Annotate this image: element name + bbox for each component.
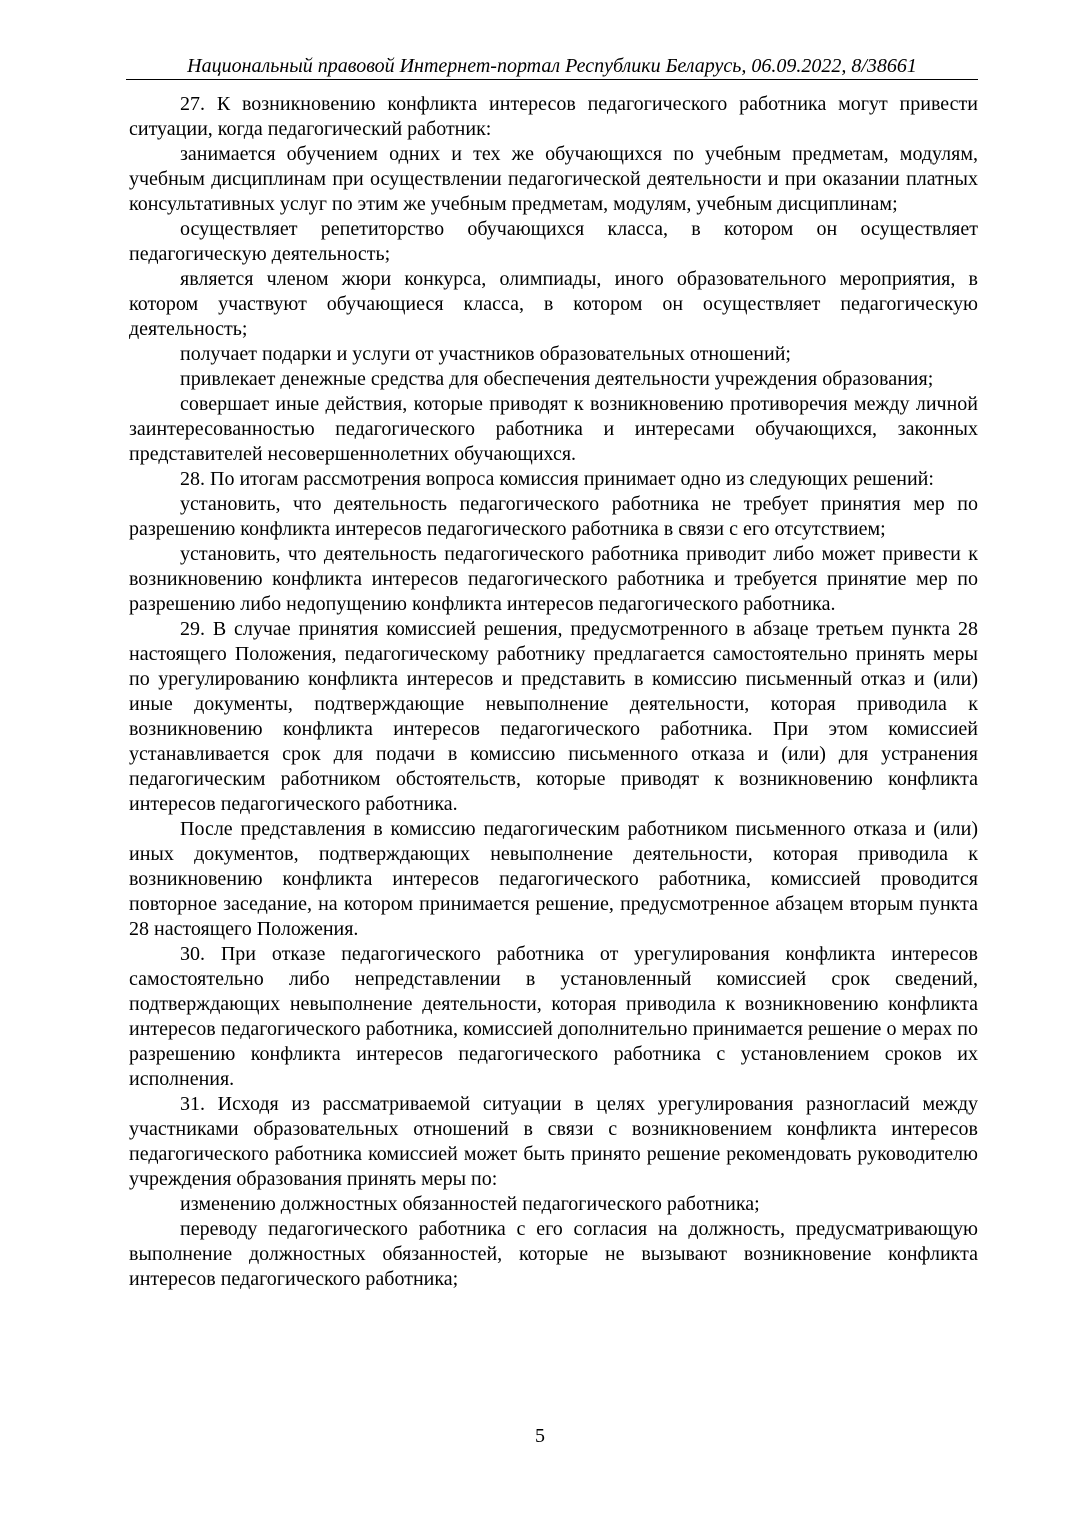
paragraph-31-item-1: изменению должностных обязанностей педагогического работника; <box>180 1193 760 1215</box>
paragraph-31-item-2: переводу педагогического работника с его согласия на должность, предусматривающую выполнение должностных обязанностей, которые не вызывают возникновение конфликта интересов педагогического работника; <box>129 1218 978 1290</box>
paragraph-30: 30. При отказе педагогического работника от урегулирования конфликта интересов самостоятельно либо непредставлении в установленный комиссией срок сведений, подтверждающих невыполнение деятельности, которая приводила к возникновению конфликта интересов педагогического работника, комиссией дополнительно принимается решение о мерах по разрешению конфликта интересов педагогического работника с установлением сроков их исполнения. <box>129 943 978 1090</box>
page-number: 5 <box>535 1425 545 1447</box>
header-divider <box>126 79 978 80</box>
paragraph-27-item-5: привлекает денежные средства для обеспечения деятельности учреждения образования; <box>180 368 934 390</box>
source-header: Национальный правовой Интернет-портал Республики Беларусь, 06.09.2022, 8/38661 <box>187 55 917 77</box>
paragraph-27-item-2: осуществляет репетиторство обучающихся класса, в котором он осуществляет педагогическую деятельность; <box>129 218 978 265</box>
paragraph-28-item-2: установить, что деятельность педагогического работника приводит либо может привести к возникновению конфликта интересов педагогического работника и требуется принятие мер по разрешению либо недопущению конфликта интересов педагогического работника. <box>129 543 978 615</box>
paragraph-27-item-3: является членом жюри конкурса, олимпиады, иного образовательного мероприятия, в котором участвуют обучающиеся класса, в котором он осуществляет педагогическую деятельность; <box>129 268 978 340</box>
paragraph-28: 28. По итогам рассмотрения вопроса комиссия принимает одно из следующих решений: <box>180 468 934 490</box>
paragraph-27: 27. К возникновению конфликта интересов педагогического работника могут привести ситуации, когда педагогический работник: <box>129 93 978 140</box>
paragraph-29-part-2: После представления в комиссию педагогическим работником письменного отказа и (или) иных документов, подтверждающих невыполнение деятельности, которая приводила к возникновению конфликта интересов педагогического работника, комиссией проводится повторное заседание, на котором принимается решение, предусмотренное абзацем вторым пункта 28 настоящего Положения. <box>129 818 978 940</box>
paragraph-27-item-1: занимается обучением одних и тех же обучающихся по учебным предметам, модулям, учебным дисциплинам при осуществлении педагогической деятельности и при оказании платных консультативных услуг по этим же учебным предметам, модулям, учебным дисциплинам; <box>129 143 978 215</box>
paragraph-29: 29. В случае принятия комиссией решения, предусмотренного в абзаце третьем пункта 28 настоящего Положения, педагогическому работнику предлагается самостоятельно принять меры по урегулированию конфликта интересов и представить в комиссию письменный отказ и (или) иные документы, подтверждающие невыполнение деятельности, которая приводила к возникновению конфликта интересов педагогического работника. При этом комиссией устанавливается срок для подачи в комиссию письменного отказа и (или) для устранения педагогическим работником обстоятельств, которые приводят к возникновению конфликта интересов педагогического работника. <box>129 618 978 815</box>
paragraph-27-item-6: совершает иные действия, которые приводят к возникновению противоречия между личной заинтересованностью педагогического работника и интересами обучающихся, законных представителей несовершеннолетних обучающихся. <box>129 393 978 465</box>
paragraph-27-item-4: получает подарки и услуги от участников образовательных отношений; <box>180 343 791 365</box>
paragraph-28-item-1: установить, что деятельность педагогического работника не требует принятия мер по разрешению конфликта интересов педагогического работника в связи с его отсутствием; <box>129 493 978 540</box>
paragraph-31: 31. Исходя из рассматриваемой ситуации в целях урегулирования разногласий между участниками образовательных отношений в связи с возникновением конфликта интересов педагогического работника комиссией может быть принято решение рекомендовать руководителю учреждения образования принять меры по: <box>129 1093 978 1190</box>
document-body <box>129 92 978 1292</box>
